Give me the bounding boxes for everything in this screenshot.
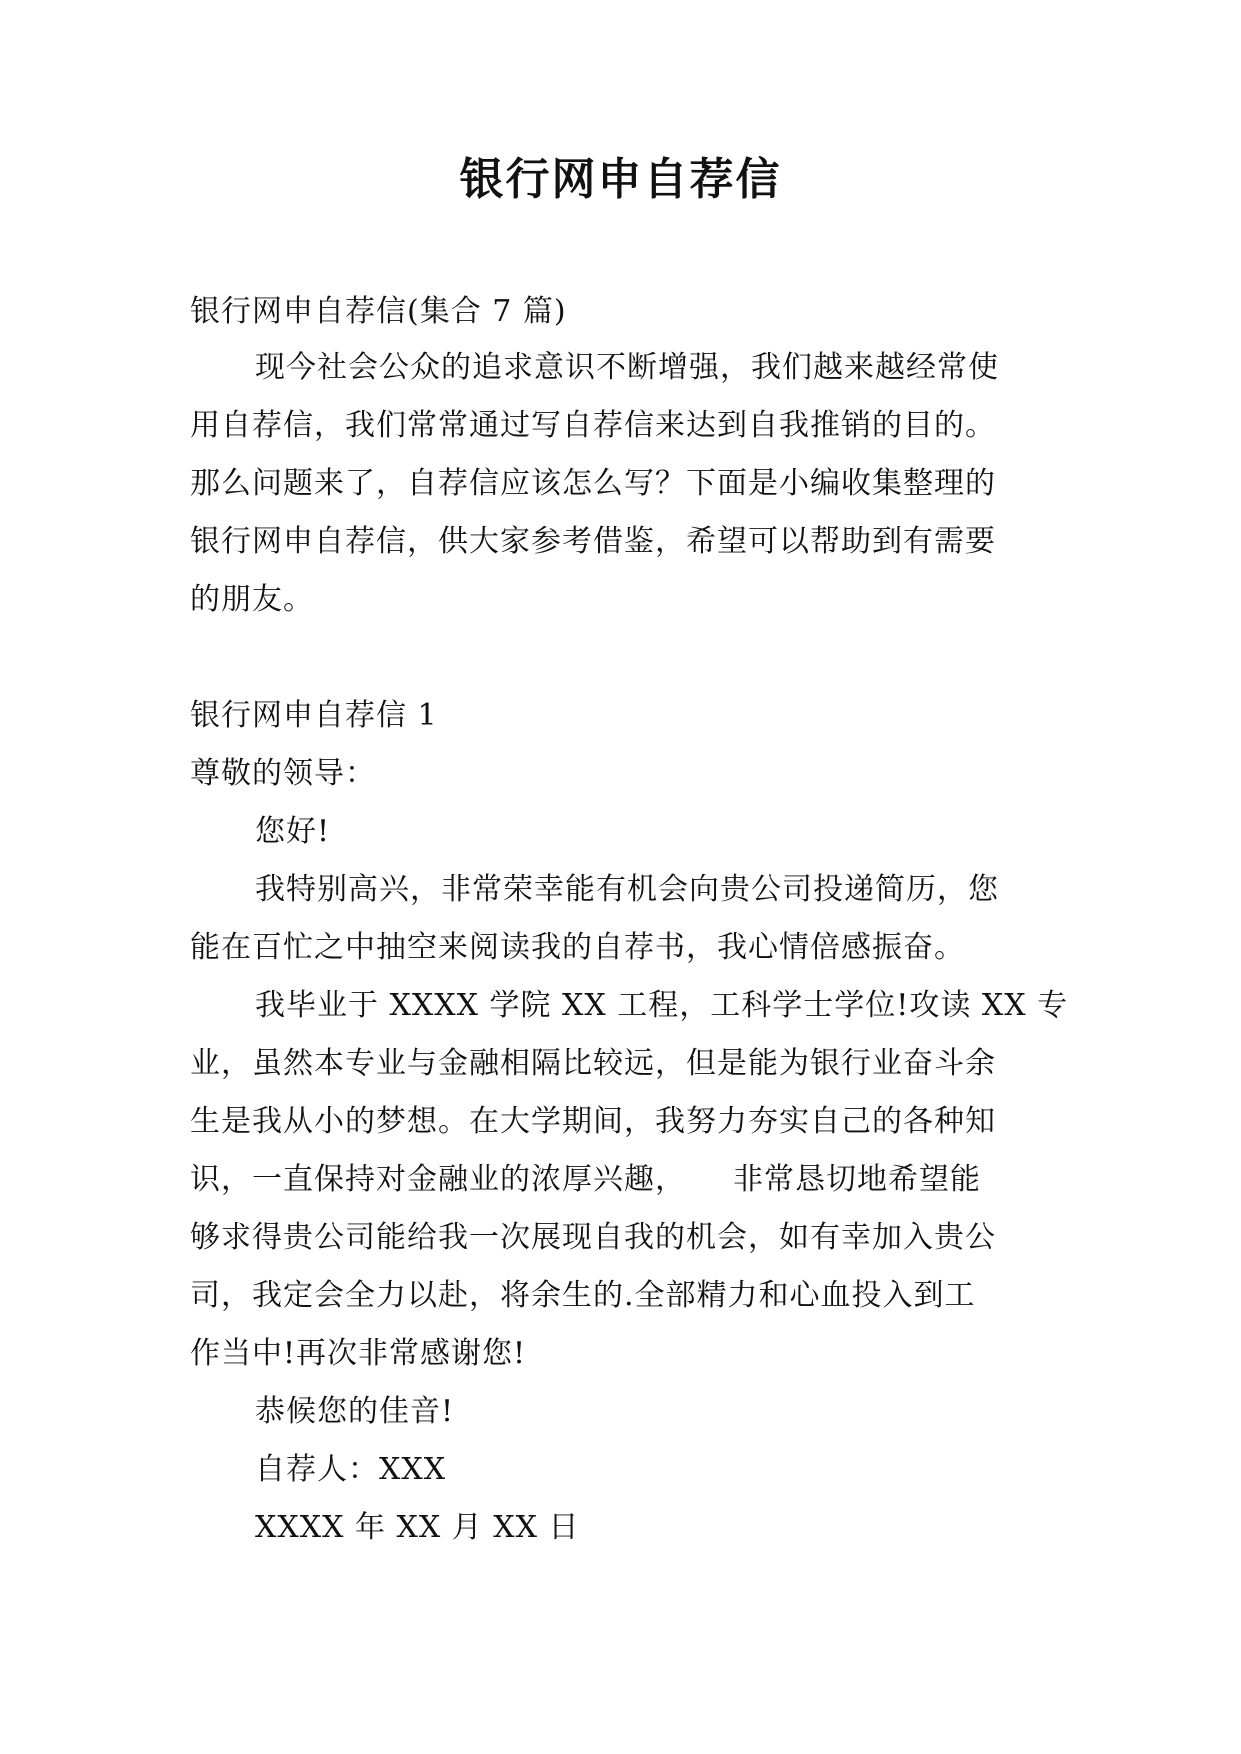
intro-line: 用自荐信，我们常常通过写自荐信来达到自我推销的目的。: [190, 408, 996, 443]
section-heading: 银行网申自荐信 1: [190, 698, 438, 733]
intro-line: 那么问题来了，自荐信应该怎么写？下面是小编收集整理的: [190, 466, 996, 501]
date-line: XXXX 年 XX 月 XX 日: [255, 1510, 580, 1545]
paragraph-line: 能在百忙之中抽空来阅读我的自荐书，我心情倍感振奋。: [190, 930, 965, 965]
paragraph-line: 识，一直保持对金融业的浓厚兴趣， 非常恳切地希望能: [190, 1162, 981, 1197]
greeting: 您好!: [255, 814, 331, 849]
signature: 自荐人：XXX: [255, 1452, 447, 1487]
salutation: 尊敬的领导：: [190, 756, 376, 791]
document-title: 银行网申自荐信: [459, 154, 782, 205]
paragraph-line: 作当中!再次非常感谢您!: [190, 1336, 527, 1371]
paragraph-line: 我毕业于 XXXX 学院 XX 工程，工科学士学位!攻读 XX 专: [255, 988, 1069, 1023]
intro-line: 银行网申自荐信，供大家参考借鉴，希望可以帮助到有需要: [190, 524, 996, 559]
intro-line: 现今社会公众的追求意识不断增强，我们越来越经常使: [255, 350, 999, 385]
paragraph-line: 业，虽然本专业与金融相隔比较远，但是能为银行业奋斗余: [190, 1046, 996, 1081]
paragraph-line: 够求得贵公司能给我一次展现自我的机会，如有幸加入贵公: [190, 1220, 996, 1255]
paragraph-line: 生是我从小的梦想。在大学期间，我努力夯实自己的各种知: [190, 1104, 996, 1139]
intro-line: 的朋友。: [190, 582, 314, 617]
paragraph-line: 我特别高兴，非常荣幸能有机会向贵公司投递简历，您: [255, 872, 999, 907]
paragraph-line: 司，我定会全力以赴，将余生的.全部精力和心血投入到工: [190, 1278, 976, 1313]
closing-line: 恭候您的佳音!: [255, 1394, 455, 1429]
document-subtitle: 银行网申自荐信(集合 7 篇): [190, 294, 567, 329]
